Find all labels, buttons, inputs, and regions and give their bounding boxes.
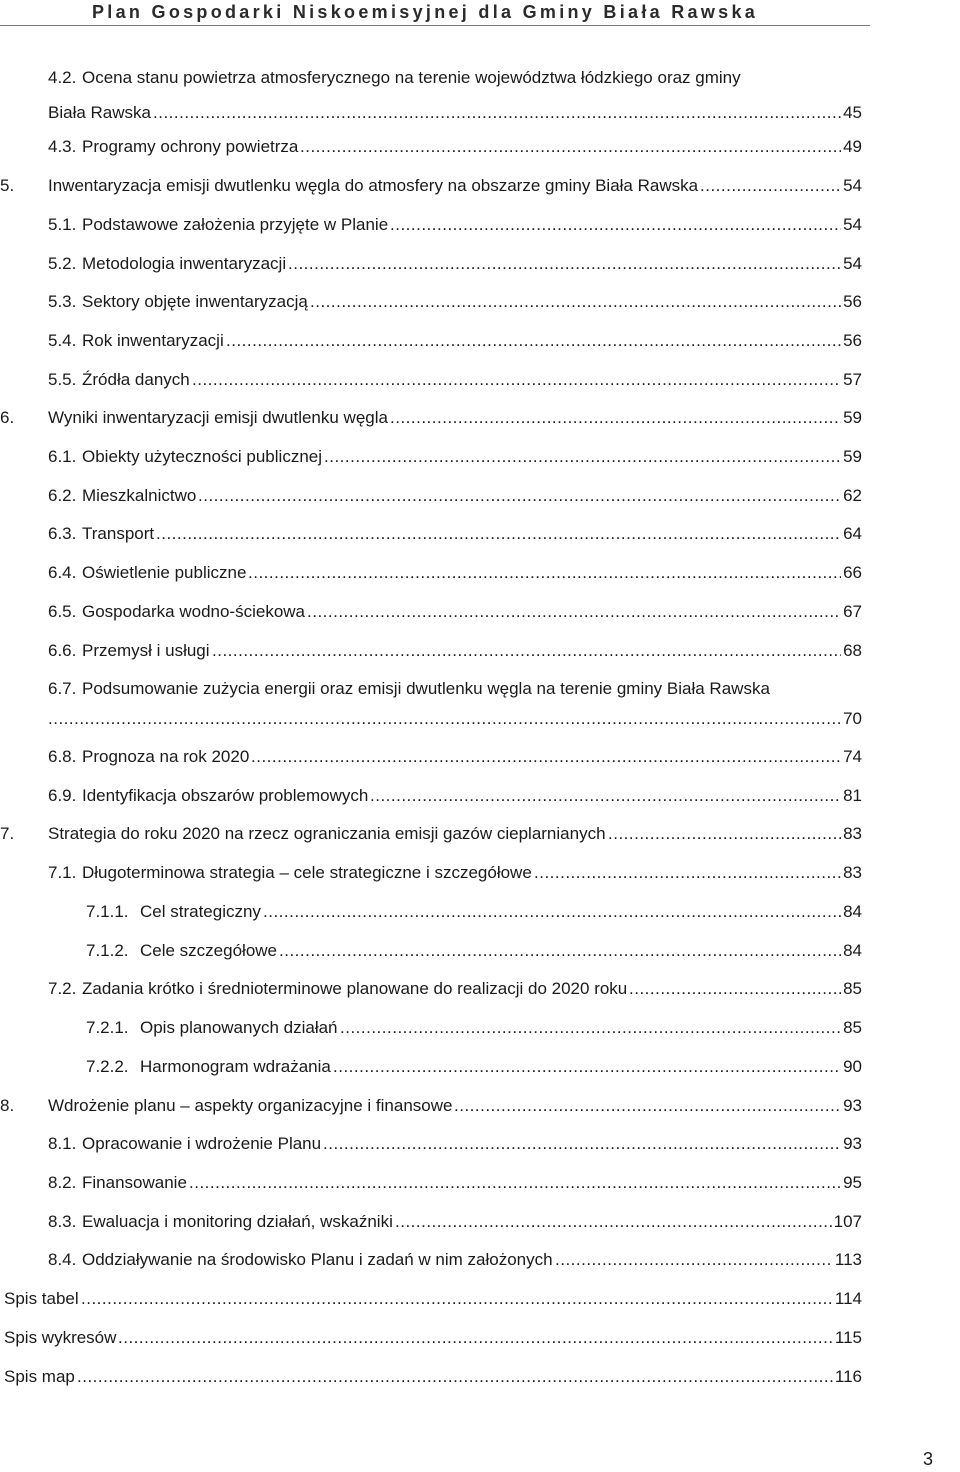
toc-entry — [0, 1170, 960, 1196]
toc-leader-dots — [700, 173, 862, 199]
toc-leader-dots — [323, 1131, 862, 1157]
toc-entry-page: 93 — [841, 1131, 862, 1157]
toc-entry-title: Przemysł i usługi — [82, 638, 212, 664]
toc-leader-dots — [629, 976, 862, 1002]
toc-leader-dots — [81, 1286, 862, 1312]
toc-entry — [0, 405, 960, 431]
toc-entry-title-continuation: Biała Rawska — [48, 100, 153, 126]
toc-entry-page: 54 — [841, 212, 862, 238]
page-number: 3 — [922, 1449, 933, 1469]
toc-entry-title: Finansowanie — [82, 1170, 189, 1196]
toc-entry-title: Zadania krótko i średnioterminowe planowane do realizacji do 2020 roku — [82, 976, 629, 1002]
toc-entry-continuation — [0, 100, 960, 126]
toc-entry-title: Mieszkalnictwo — [82, 483, 198, 509]
toc-entry-page: 93 — [841, 1093, 862, 1119]
toc-entry — [0, 1325, 960, 1351]
toc-entry-number: 8. — [0, 1096, 15, 1115]
toc-entry-title: Gospodarka wodno-ściekowa — [82, 599, 307, 625]
toc-entry-page: 114 — [833, 1286, 862, 1312]
toc-entry-title: Rok inwentaryzacji — [82, 328, 226, 354]
toc-entry-number: 7.2.1. — [86, 1018, 129, 1037]
toc-entry-page: 64 — [841, 521, 862, 547]
toc-entry-number: 5.2. — [48, 254, 77, 273]
toc-entry-title: Źródła danych — [82, 367, 192, 393]
toc-entry-page: 81 — [841, 783, 862, 809]
toc-entry-page: 84 — [841, 899, 862, 925]
toc-leader-dots — [340, 1015, 862, 1041]
toc-leader-dots — [251, 744, 862, 770]
toc-entry-page: 115 — [833, 1325, 862, 1351]
toc-entry-title: Oświetlenie publiczne — [82, 560, 248, 586]
toc-entry — [0, 638, 960, 664]
document-header-title: Plan Gospodarki Niskoemisyjnej dla Gminy Biała Rawska — [92, 2, 759, 22]
toc-entry-number: 6.2. — [48, 486, 77, 505]
toc-entry-number: 8.4. — [48, 1250, 77, 1269]
toc-entry-title: Inwentaryzacja emisji dwutlenku węgla do atmosfery na obszarze gminy Biała Rawska — [48, 173, 700, 199]
toc-entry-title: Obiekty użyteczności publicznej — [82, 444, 324, 470]
toc-entry — [0, 676, 960, 702]
toc-entry — [0, 328, 960, 354]
toc-leader-dots — [226, 328, 862, 354]
toc-entry-number: 8.1. — [48, 1134, 77, 1153]
toc-entry — [0, 173, 960, 199]
toc-entry-title: Programy ochrony powietrza — [82, 134, 300, 160]
toc-entry-title: Cele szczegółowe — [140, 938, 279, 964]
toc-entry — [0, 65, 960, 91]
toc-entry — [0, 744, 960, 770]
toc-entry-page: 56 — [841, 328, 862, 354]
toc-entry-title: Spis wykresów — [4, 1325, 118, 1351]
toc-entry-page: 45 — [841, 100, 862, 126]
toc-entry-continuation — [0, 706, 960, 732]
toc-leader-dots — [608, 821, 862, 847]
toc-entry — [0, 289, 960, 315]
toc-entry-number: 8.2. — [48, 1173, 77, 1192]
toc-entry — [0, 560, 960, 586]
toc-entry-page: 85 — [841, 1015, 862, 1041]
toc-entry — [0, 521, 960, 547]
toc-entry-page: 107 — [832, 1209, 862, 1235]
toc-leader-dots — [263, 899, 862, 925]
toc-entry-title: Strategia do roku 2020 na rzecz ograniczania emisji gazów cieplarnianych — [48, 821, 608, 847]
toc-leader-dots — [153, 100, 862, 126]
toc-entry-title: Prognoza na rok 2020 — [82, 744, 251, 770]
toc-entry-number: 6.8. — [48, 747, 77, 766]
toc-entry-page: 56 — [841, 289, 862, 315]
toc-entry-page: 49 — [841, 134, 862, 160]
toc-entry-number: 7.2.2. — [86, 1057, 129, 1076]
toc-entry-number: 4.3. — [48, 137, 77, 156]
toc-entry-page: 83 — [841, 821, 862, 847]
toc-entry-number: 7.2. — [48, 979, 77, 998]
toc-entry-page: 113 — [833, 1247, 862, 1273]
toc-leader-dots — [324, 444, 862, 470]
toc-entry-page: 59 — [841, 405, 862, 431]
toc-leader-dots — [395, 1209, 862, 1235]
toc-entry — [0, 1364, 960, 1390]
toc-entry — [0, 444, 960, 470]
toc-entry — [0, 134, 960, 160]
toc-entry-title: Cel strategiczny — [140, 899, 263, 925]
toc-entry-title: Spis tabel — [4, 1286, 81, 1312]
toc-leader-dots — [310, 289, 862, 315]
toc-entry-page: 116 — [833, 1364, 862, 1390]
toc-entry — [0, 821, 960, 847]
toc-leader-dots — [307, 599, 862, 625]
toc-entry-title: Transport — [82, 521, 156, 547]
toc-entry-number: 5.4. — [48, 331, 77, 350]
toc-entry-page: 54 — [841, 173, 862, 199]
toc-leader-dots — [189, 1170, 862, 1196]
toc-entry-title: Długoterminowa strategia – cele strategiczne i szczegółowe — [82, 860, 534, 886]
toc-entry-number: 6.3. — [48, 524, 77, 543]
toc-entry-number: 5.1. — [48, 215, 77, 234]
toc-entry — [0, 1209, 960, 1235]
toc-leader-dots — [192, 367, 862, 393]
toc-entry-title: Podstawowe założenia przyjęte w Planie — [82, 212, 390, 238]
toc-entry-number: 7.1.2. — [86, 941, 129, 960]
toc-leader-dots — [333, 1054, 862, 1080]
toc-leader-dots — [212, 638, 862, 664]
toc-entry — [0, 1093, 960, 1119]
toc-entry-title: Ewaluacja i monitoring działań, wskaźniki — [82, 1209, 395, 1235]
toc-entry-page: 68 — [841, 638, 862, 664]
toc-entry — [0, 1131, 960, 1157]
toc-entry-number: 6.5. — [48, 602, 77, 621]
toc-entry-number: 6.1. — [48, 447, 77, 466]
toc-leader-dots — [48, 706, 862, 732]
toc-leader-dots — [454, 1093, 862, 1119]
toc-leader-dots — [248, 560, 862, 586]
toc-leader-dots — [534, 860, 862, 886]
toc-entry-title: Opracowanie i wdrożenie Planu — [82, 1131, 323, 1157]
toc-entry-page: 70 — [841, 706, 862, 732]
toc-entry — [0, 1286, 960, 1312]
toc-entry-number: 6. — [0, 408, 15, 427]
toc-entry-title: Sektory objęte inwentaryzacją — [82, 289, 310, 315]
toc-leader-dots — [118, 1325, 862, 1351]
toc-entry — [0, 367, 960, 393]
toc-leader-dots — [555, 1247, 862, 1273]
toc-entry-page: 83 — [841, 860, 862, 886]
toc-entry-page: 57 — [841, 367, 862, 393]
toc-leader-dots — [370, 783, 862, 809]
toc-entry-number: 6.7. — [48, 679, 77, 698]
toc-entry — [0, 899, 960, 925]
toc-entry-page: 90 — [841, 1054, 862, 1080]
toc-entry-number: 7.1. — [48, 863, 77, 882]
toc-entry-title: Wyniki inwentaryzacji emisji dwutlenku węgla — [48, 405, 390, 431]
toc-entry — [0, 1247, 960, 1273]
toc-entry — [0, 1015, 960, 1041]
toc-entry-page: 95 — [841, 1170, 862, 1196]
toc-leader-dots — [390, 212, 862, 238]
toc-entry — [0, 483, 960, 509]
toc-entry-title: Metodologia inwentaryzacji — [82, 251, 288, 277]
toc-entry — [0, 212, 960, 238]
toc-entry-title: Oddziaływanie na środowisko Planu i zadań w nim założonych — [82, 1247, 555, 1273]
toc-entry — [0, 976, 960, 1002]
toc-leader-dots — [288, 251, 862, 277]
toc-entry-title: Identyfikacja obszarów problemowych — [82, 783, 370, 809]
toc-entry — [0, 1054, 960, 1080]
toc-entry-number: 7.1.1. — [86, 902, 129, 921]
toc-entry-title: Opis planowanych działań — [140, 1015, 340, 1041]
toc-entry-title: Harmonogram wdrażania — [140, 1054, 333, 1080]
toc-entry-number: 6.6. — [48, 641, 77, 660]
toc-entry-page: 74 — [841, 744, 862, 770]
toc-entry-page: 59 — [841, 444, 862, 470]
toc-leader-dots — [156, 521, 862, 547]
toc-entry — [0, 783, 960, 809]
toc-entry-number: 6.4. — [48, 563, 77, 582]
toc-entry-title: Spis map — [4, 1364, 77, 1390]
toc-leader-dots — [300, 134, 862, 160]
toc-entry-page: 62 — [841, 483, 862, 509]
toc-entry — [0, 860, 960, 886]
toc-entry-number: 7. — [0, 824, 15, 843]
toc-entry — [0, 938, 960, 964]
toc-entry-page: 67 — [841, 599, 862, 625]
toc-entry-number: 5.3. — [48, 292, 77, 311]
toc-entry-page: 84 — [841, 938, 862, 964]
toc-leader-dots — [390, 405, 862, 431]
toc-entry-page: 66 — [841, 560, 862, 586]
toc-entry-page: 54 — [841, 251, 862, 277]
toc-leader-dots — [279, 938, 862, 964]
toc-entry-page: 85 — [841, 976, 862, 1002]
toc-leader-dots — [198, 483, 862, 509]
toc-entry-title: Wdrożenie planu – aspekty organizacyjne i finansowe — [48, 1093, 454, 1119]
toc-entry-number: 4.2. — [48, 68, 77, 87]
toc-entry-title: Podsumowanie zużycia energii oraz emisji dwutlenku węgla na terenie gminy Biała Rawska — [82, 676, 772, 702]
toc-entry-title: Ocena stanu powietrza atmosferycznego na terenie województwa łódzkiego oraz gminy — [82, 65, 743, 91]
toc-entry — [0, 599, 960, 625]
toc-entry-number: 5. — [0, 176, 15, 195]
toc-entry — [0, 251, 960, 277]
toc-entry-number: 5.5. — [48, 370, 77, 389]
toc-entry-number: 8.3. — [48, 1212, 77, 1231]
toc-entry-number: 6.9. — [48, 786, 77, 805]
toc-leader-dots — [77, 1364, 862, 1390]
